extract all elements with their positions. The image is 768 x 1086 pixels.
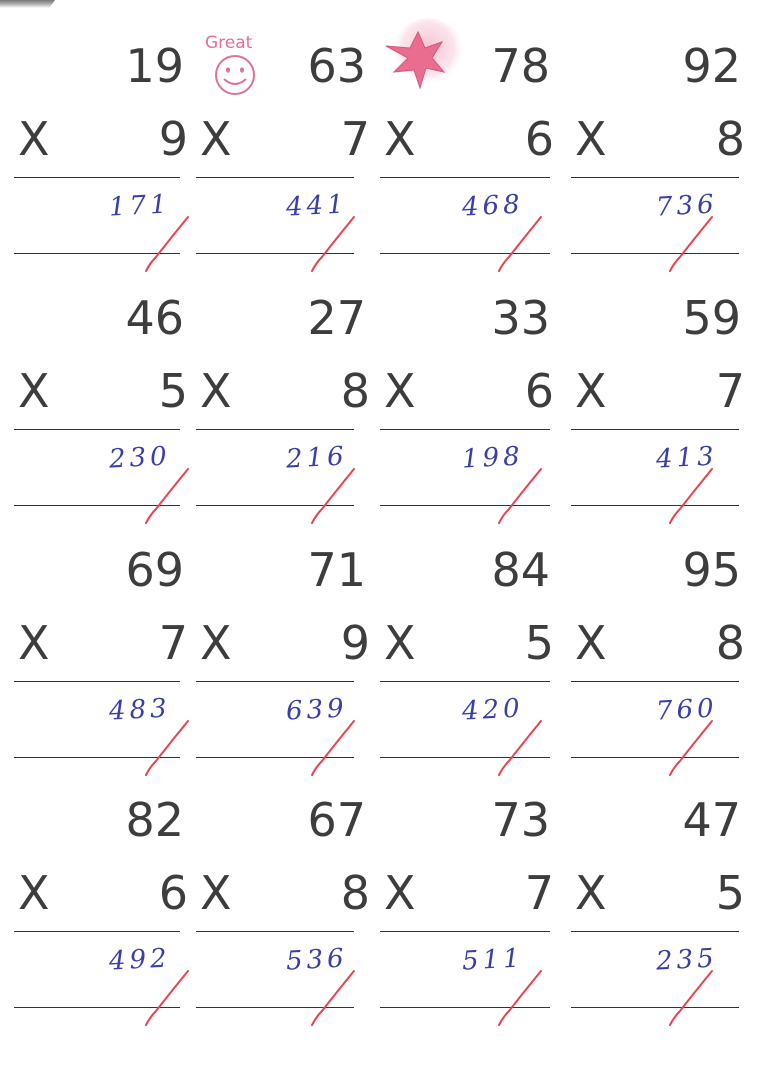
- multiplier: 8: [715, 616, 745, 670]
- check-mark-icon: [666, 717, 716, 787]
- multiplier-line: [384, 616, 559, 670]
- multiplier: 7: [524, 866, 554, 920]
- handwritten-answer: 235: [655, 943, 719, 977]
- multiplicand: 71: [307, 543, 366, 597]
- multiplier-line: [384, 364, 559, 418]
- check-mark-icon: [142, 213, 192, 283]
- multiplier-line: [18, 112, 193, 166]
- check-mark-icon: [142, 465, 192, 535]
- multiplier: 5: [715, 866, 745, 920]
- handwritten-answer: 736: [655, 189, 719, 223]
- times-sign: X: [575, 616, 607, 670]
- answer-top-rule: [571, 429, 739, 430]
- times-sign: X: [200, 616, 232, 670]
- multiplicand: 46: [125, 291, 184, 345]
- multiplicand: 78: [491, 39, 550, 93]
- check-mark-icon: [308, 465, 358, 535]
- multiplier: 7: [340, 112, 370, 166]
- multiplicand: 63: [307, 39, 366, 93]
- multiplier: 7: [715, 364, 745, 418]
- answer-top-rule: [14, 177, 180, 178]
- times-sign: X: [575, 364, 607, 418]
- multiplier: 9: [340, 616, 370, 670]
- multiplier: 9: [158, 112, 188, 166]
- handwritten-answer: 413: [655, 441, 719, 475]
- check-mark-icon: [666, 213, 716, 283]
- handwritten-answer: 230: [108, 441, 172, 475]
- multiplier-line: [200, 866, 375, 920]
- times-sign: X: [384, 616, 416, 670]
- check-mark-icon: [308, 967, 358, 1037]
- answer-top-rule: [196, 681, 354, 682]
- multiplier-line: [575, 866, 750, 920]
- multiplicand: 33: [491, 291, 550, 345]
- multiplier-line: [575, 112, 750, 166]
- times-sign: X: [575, 866, 607, 920]
- multiplier: 8: [715, 112, 745, 166]
- times-sign: X: [18, 364, 50, 418]
- multiplicand: 69: [125, 543, 184, 597]
- handwritten-answer: 420: [461, 693, 525, 727]
- multiplicand: 67: [307, 793, 366, 847]
- multiplier: 5: [524, 616, 554, 670]
- times-sign: X: [575, 112, 607, 166]
- multiplier-line: [18, 866, 193, 920]
- multiplicand: 19: [125, 39, 184, 93]
- check-mark-icon: [142, 967, 192, 1037]
- multiplier-line: [384, 112, 559, 166]
- check-mark-icon: [308, 213, 358, 283]
- answer-top-rule: [571, 177, 739, 178]
- multiplier: 6: [158, 866, 188, 920]
- times-sign: X: [18, 866, 50, 920]
- multiplier-line: [384, 866, 559, 920]
- handwritten-answer: 171: [108, 189, 172, 223]
- multiplier-line: [575, 616, 750, 670]
- handwritten-answer: 536: [285, 943, 349, 977]
- answer-top-rule: [571, 931, 739, 932]
- times-sign: X: [384, 364, 416, 418]
- multiplier-line: [200, 112, 375, 166]
- multiplicand: 84: [491, 543, 550, 597]
- multiplier: 6: [524, 112, 554, 166]
- multiplicand: 47: [682, 793, 741, 847]
- answer-top-rule: [196, 177, 354, 178]
- multiplier: 6: [524, 364, 554, 418]
- multiplier-line: [575, 364, 750, 418]
- multiplicand: 73: [491, 793, 550, 847]
- handwritten-answer: 760: [655, 693, 719, 727]
- multiplier-line: [18, 364, 193, 418]
- check-mark-icon: [495, 213, 545, 283]
- multiplier: 5: [158, 364, 188, 418]
- answer-top-rule: [196, 429, 354, 430]
- handwritten-answer: 441: [285, 189, 349, 223]
- answer-top-rule: [380, 429, 550, 430]
- check-mark-icon: [142, 717, 192, 787]
- answer-top-rule: [571, 681, 739, 682]
- scan-corner-shadow: [0, 0, 55, 8]
- check-mark-icon: [666, 967, 716, 1037]
- handwritten-answer: 511: [461, 943, 525, 977]
- check-mark-icon: [308, 717, 358, 787]
- answer-top-rule: [14, 429, 180, 430]
- times-sign: X: [18, 112, 50, 166]
- answer-top-rule: [380, 177, 550, 178]
- multiplier: 8: [340, 866, 370, 920]
- times-sign: X: [384, 112, 416, 166]
- handwritten-answer: 483: [108, 693, 172, 727]
- handwritten-answer: 492: [108, 943, 172, 977]
- handwritten-answer: 198: [461, 441, 525, 475]
- handwritten-answer: 216: [285, 441, 349, 475]
- multiplicand: 95: [682, 543, 741, 597]
- times-sign: X: [384, 866, 416, 920]
- multiplicand: 92: [682, 39, 741, 93]
- great-stamp-text: Great: [205, 33, 253, 53]
- times-sign: X: [200, 112, 232, 166]
- multiplier: 8: [340, 364, 370, 418]
- check-mark-icon: [495, 465, 545, 535]
- answer-top-rule: [380, 681, 550, 682]
- check-mark-icon: [495, 717, 545, 787]
- multiplier-line: [200, 364, 375, 418]
- multiplier-line: [200, 616, 375, 670]
- answer-top-rule: [14, 681, 180, 682]
- multiplicand: 59: [682, 291, 741, 345]
- times-sign: X: [200, 364, 232, 418]
- check-mark-icon: [495, 967, 545, 1037]
- multiplier-line: [18, 616, 193, 670]
- times-sign: X: [200, 866, 232, 920]
- handwritten-answer: 468: [461, 189, 525, 223]
- answer-top-rule: [196, 931, 354, 932]
- multiplicand: 82: [125, 793, 184, 847]
- answer-top-rule: [14, 931, 180, 932]
- answer-top-rule: [380, 931, 550, 932]
- check-mark-icon: [666, 465, 716, 535]
- multiplier: 7: [158, 616, 188, 670]
- multiplicand: 27: [307, 291, 366, 345]
- handwritten-answer: 639: [285, 693, 349, 727]
- times-sign: X: [18, 616, 50, 670]
